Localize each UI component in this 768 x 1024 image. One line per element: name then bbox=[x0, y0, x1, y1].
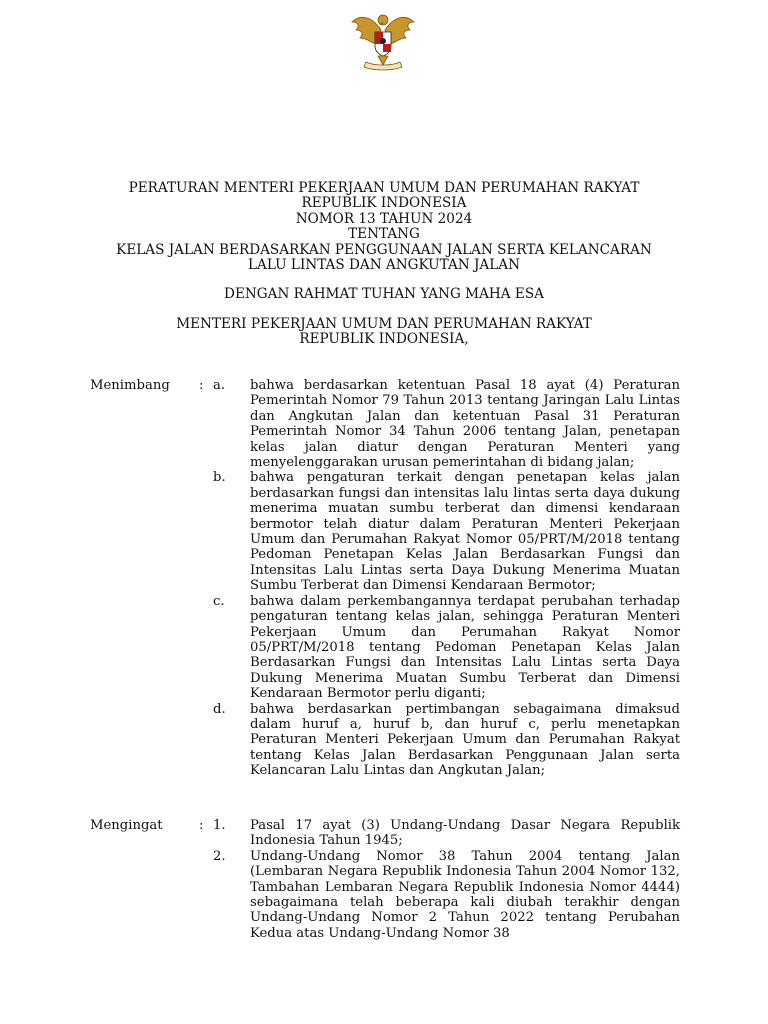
invocation-text: DENGAN RAHMAT TUHAN YANG MAHA ESA bbox=[224, 286, 544, 302]
garuda-emblem-icon bbox=[348, 10, 418, 72]
title-line: PERATURAN MENTERI PEKERJAAN UMUM DAN PERUMAHAN RAKYAT bbox=[128, 180, 640, 196]
title-line: TENTANG bbox=[348, 226, 420, 243]
title-line: LALU LINTAS DAN ANGKUTAN JALAN bbox=[248, 257, 520, 274]
list-item bbox=[90, 594, 690, 702]
section-colon: : bbox=[199, 378, 204, 393]
item-text: bahwa pengaturan terkait dengan penetapan kelas jalan berdasarkan fungsi dan intensitas lalu lintas serta daya dukung menerima muatan sumbu terberat dan dimensi kendaraan bermotor telah diatur dalam Peraturan Menteri Pekerjaan Umum dan Perumahan Rakyat Nomor 05/PRT/M/2018 tentang Pedoman Penetapan Kelas Jalan Berdasarkan Fungsi dan Intensitas Lalu Lintas serta Daya Dukung Menerima Muatan Sumbu Terberat dan Dimensi Kendaraan Bermotor; bbox=[250, 470, 680, 594]
list-item bbox=[90, 818, 690, 849]
section-colon: : bbox=[199, 818, 204, 833]
item-key: c. bbox=[213, 593, 225, 609]
item-text: Pasal 17 ayat (3) Undang-Undang Dasar Negara Republik Indonesia Tahun 1945; bbox=[250, 818, 680, 849]
title-line: NOMOR 13 TAHUN 2024 bbox=[295, 210, 473, 227]
invocation bbox=[60, 287, 708, 302]
section-label: Mengingat bbox=[90, 818, 163, 833]
item-text: bahwa dalam perkembangannya terdapat perubahan terhadap pengaturan tentang kelas jalan, sehingga Peraturan Menteri Pekerjaan Umum dan Perumahan Rakyat Nomor 05/PRT/M/2018 tentang Pedoman Penetapan Kelas Jalan Berdasarkan Fungsi dan Intensitas Lalu Lintas serta Daya Dukung Menerima Muatan Sumbu Terberat dan Dimensi Kendaraan Bermotor perlu diganti; bbox=[250, 593, 680, 702]
mengingat-section bbox=[90, 818, 690, 941]
item-text: bahwa berdasarkan pertimbangan sebagaimana dimaksud dalam huruf a, huruf b, dan huruf c, perlu menetapkan Peraturan Menteri Pekerjaan Umum dan Perumahan Rakyat tentang Kelas Jalan Berdasarkan Penggunaan Jalan serta Kelancaran Lalu Lintas dan Angkutan Jalan; bbox=[250, 701, 680, 779]
list-item bbox=[90, 378, 690, 470]
title-line: REPUBLIK INDONESIA bbox=[301, 195, 467, 212]
menimbang-section bbox=[90, 378, 690, 779]
list-item bbox=[90, 470, 690, 593]
item-key: a. bbox=[213, 378, 226, 393]
item-text: Undang-Undang Nomor 38 Tahun 2004 tentang Jalan (Lembaran Negara Republik Indonesia Tahun 2004 Nomor 132, Tambahan Lembaran Negara Republik Indonesia Nomor 4444) sebagaimana telah beberapa kali diubah terakhir dengan Undang-Undang Nomor 2 Tahun 2022 tentang Perubahan Kedua atas Undang-Undang Nomor 38 bbox=[250, 848, 680, 941]
regulation-title-block bbox=[60, 181, 708, 273]
item-key: b. bbox=[213, 470, 226, 486]
title-line: KELAS JALAN BERDASARKAN PENGGUNAAN JALAN SERTA KELANCARAN bbox=[116, 241, 652, 258]
item-text: bahwa berdasarkan ketentuan Pasal 18 ayat (4) Peraturan Pemerintah Nomor 79 Tahun 2013 tentang Jaringan Lalu Lintas dan Angkutan Jalan dan ketentuan Pasal 31 Peraturan Pemerintah Nomor 34 Tahun 2006 tentang Jalan, penetapan kelas jalan diatur dengan Peraturan Menteri yang menyelenggarakan urusan pemerintahan di bidang jalan; bbox=[250, 378, 680, 471]
minister-line: REPUBLIK INDONESIA, bbox=[299, 331, 469, 348]
list-item bbox=[90, 849, 690, 941]
item-key: 2. bbox=[213, 848, 226, 864]
minister-line: MENTERI PEKERJAAN UMUM DAN PERUMAHAN RAKYAT bbox=[176, 316, 592, 332]
item-key: d. bbox=[213, 701, 226, 717]
section-label: Menimbang bbox=[90, 378, 170, 393]
minister-block bbox=[60, 317, 708, 348]
list-item bbox=[90, 702, 690, 779]
item-key: 1. bbox=[213, 818, 226, 833]
